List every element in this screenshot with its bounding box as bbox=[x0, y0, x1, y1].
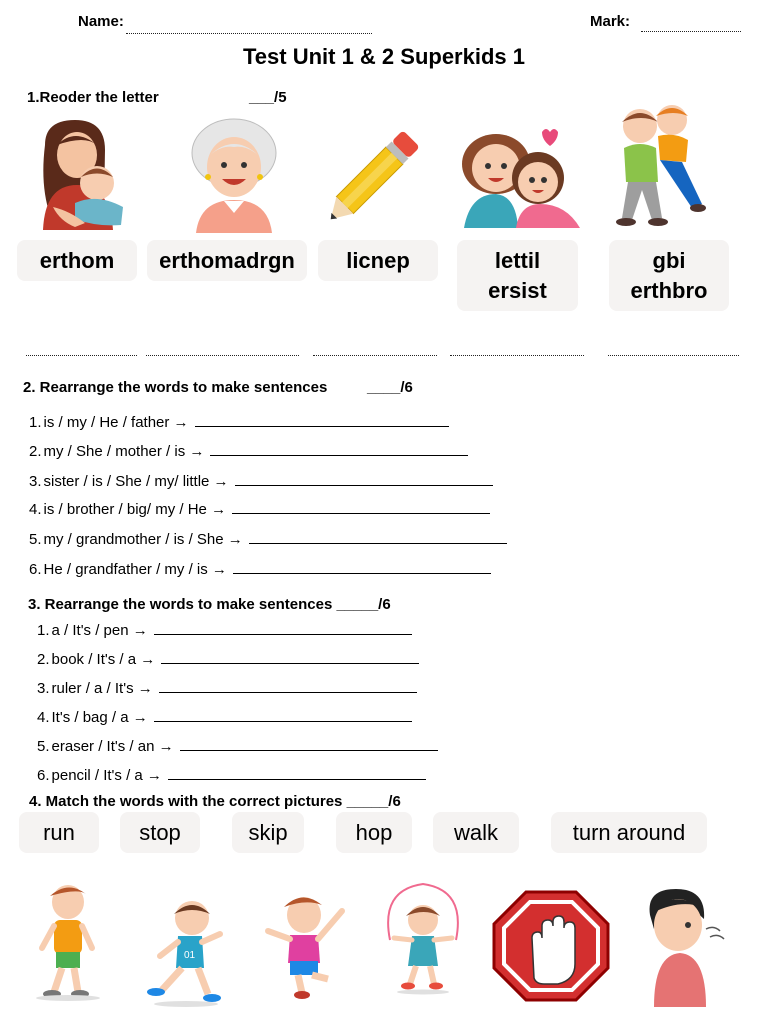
sisters-picture bbox=[456, 116, 582, 232]
word-card-walk: walk bbox=[433, 812, 519, 853]
sentence-answer-line[interactable] bbox=[180, 739, 438, 751]
page-title: Test Unit 1 & 2 Superkids 1 bbox=[242, 44, 525, 69]
answer-line-5[interactable] bbox=[608, 355, 739, 356]
sentence-answer-line[interactable] bbox=[195, 415, 449, 427]
sentence-answer-line[interactable] bbox=[235, 474, 493, 486]
sentence-answer-line[interactable] bbox=[154, 710, 412, 722]
scrambled-word-5-line2: erthbro bbox=[630, 277, 708, 303]
section1-score: ___/5 bbox=[249, 89, 287, 106]
list-item: 2. my / She / mother / is → bbox=[29, 443, 468, 460]
list-item: 1. a / It's / pen → bbox=[37, 622, 412, 639]
word-card-hop: hop bbox=[336, 812, 412, 853]
section2-heading: 2. Rearrange the words to make sentences bbox=[23, 379, 328, 396]
section3-heading: 3. Rearrange the words to make sentences _____/6 bbox=[28, 596, 391, 613]
stop-hand-sign-picture bbox=[492, 890, 610, 1002]
name-field[interactable] bbox=[126, 33, 372, 34]
scrambled-word-1: erthom bbox=[39, 247, 115, 273]
sentence-answer-line[interactable] bbox=[233, 562, 491, 574]
sentence-answer-line[interactable] bbox=[168, 768, 426, 780]
boy-running-picture bbox=[142, 898, 228, 1008]
list-item: 4. is / brother / big/ my / He → bbox=[29, 501, 490, 518]
scrambled-word-card-2 bbox=[147, 240, 307, 281]
name-label: Name: bbox=[78, 13, 124, 30]
mark-field[interactable] bbox=[641, 31, 741, 32]
scrambled-word-5-line1: gbi bbox=[652, 247, 686, 273]
scrambled-word-2: erthomadrgn bbox=[159, 247, 295, 273]
list-item: 4. It's / bag / a → bbox=[37, 709, 412, 726]
mother-baby-picture bbox=[25, 115, 133, 233]
section2-score: ____/6 bbox=[367, 379, 413, 396]
svg-text:01: 01 bbox=[184, 950, 196, 961]
sentence-answer-line[interactable] bbox=[159, 681, 417, 693]
list-item: 6. He / grandfather / my / is → bbox=[29, 561, 491, 578]
pencil-picture bbox=[318, 120, 434, 228]
word-card-turn-around: turn around bbox=[551, 812, 707, 853]
list-item: 6. pencil / It's / a → bbox=[37, 767, 426, 784]
grandmother-picture bbox=[186, 115, 282, 233]
sentence-answer-line[interactable] bbox=[249, 532, 507, 544]
scrambled-word-4-line1: lettil bbox=[494, 247, 541, 273]
section1-heading: 1.Reoder the letter bbox=[27, 89, 159, 106]
answer-line-3[interactable] bbox=[313, 355, 437, 356]
list-item: 2. book / It's / a → bbox=[37, 651, 419, 668]
list-item: 1. is / my / He / father → bbox=[29, 414, 449, 431]
boy-turning-around-picture bbox=[640, 885, 730, 1007]
sentence-answer-line[interactable] bbox=[232, 502, 490, 514]
sentence-answer-line[interactable] bbox=[154, 623, 412, 635]
sentence-answer-line[interactable] bbox=[210, 444, 468, 456]
boy-hopping-picture bbox=[262, 893, 350, 1001]
girl-skipping-picture bbox=[380, 880, 466, 996]
answer-line-1[interactable] bbox=[26, 355, 137, 356]
sentence-answer-line[interactable] bbox=[161, 652, 419, 664]
list-item: 5. my / grandmother / is / She → bbox=[29, 531, 507, 548]
scrambled-word-4-line2: ersist bbox=[488, 277, 547, 303]
word-card-run: run bbox=[19, 812, 99, 853]
word-card-skip: skip bbox=[232, 812, 304, 853]
scrambled-word-card-3 bbox=[318, 240, 438, 281]
scrambled-word-card-4 bbox=[457, 240, 578, 311]
list-item: 5. eraser / It's / an → bbox=[37, 738, 438, 755]
section4-heading: 4. Match the words with the correct pictures _____/6 bbox=[29, 793, 401, 810]
answer-line-4[interactable] bbox=[450, 355, 584, 356]
scrambled-word-card-5 bbox=[609, 240, 729, 311]
scrambled-word-3: licnep bbox=[346, 247, 410, 273]
scrambled-word-card-1 bbox=[17, 240, 137, 281]
answer-line-2[interactable] bbox=[146, 355, 299, 356]
mark-label: Mark: bbox=[590, 13, 631, 30]
list-item: 3. ruler / a / It's → bbox=[37, 680, 417, 697]
big-brother-picture bbox=[612, 100, 712, 232]
boy-walking-picture bbox=[30, 880, 104, 1002]
list-item: 3. sister / is / She / my/ little → bbox=[29, 473, 493, 490]
word-card-stop: stop bbox=[120, 812, 200, 853]
